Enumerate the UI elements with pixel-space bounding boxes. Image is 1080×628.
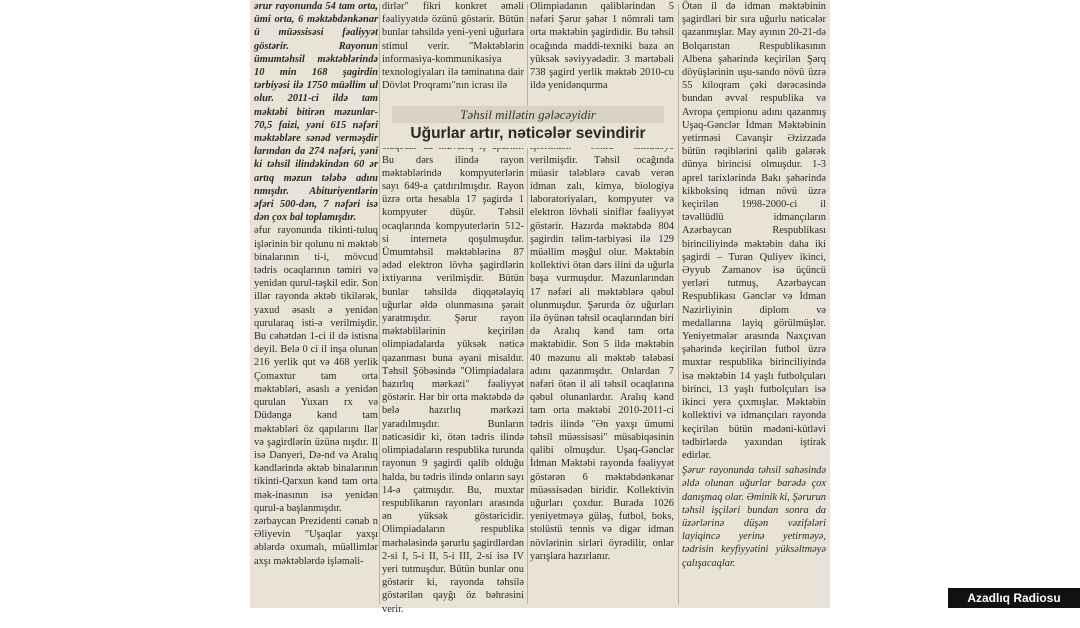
column-4 xyxy=(682,0,826,608)
intro-paragraph: ərur rayonunda 54 tam orta, ümi orta, 6 məktəbdənkənar ü müəssisəsi fəaliyyət göstərir. Rayonun ümumtəhsil məktəblərində 10 min 168 şagirdin tərbiyəsi ilə 1750 müəllim ul olur. 2011-ci ildə tam məktəbi bitirən məzunlar-70,5 faizi, yəni 615 nəfəri məktəbləre sənəd verməşdir larından da 274 nəfəri, yəni ki təhsil ilindəkindən 60 ər artıq məzun tələbə adını nmışdır. Abituriyentlərin əfəri 500-dən, 7 nəfəri isə dən çox bal toplamışdır. xyxy=(254,1,378,224)
column-2-bottom-text: Bu dərs ilində rayon məktəblərində kompyuterlərin sayı 649-a çatdırılmışdır. Rayon üzrə orta hesabla 17 şagirdə 1 kompyuter düşür. Təhsil ocaqlarında kompyuterlərin 512-si internetə qoşulmuşdur. Ümumtəhsil məktəblərinə 87 ədəd elektron lövhə şagirdlərin ixtiyarına verilmişdir. Bütün bunlar təhsildə diqqətəlayiq uğurlar əldə olunmasına şərait yaratmışdır. Şərur rayon məktəblilərinin keçirilən olimpiadalarda yüksək nəticə qazanması buna əyani misaldır. Təhsil Şöbəsində "Olimpiadalara hazırlıq mərkəzi" fəaliyyət göstərir. Hər bir orta məktəbdə də belə hazırlıq mərkəzi yaradılmışdır. Bunların nəticəsidir ki, ötən tədris ilində olimpiadaların respublika turunda rayonun 9 şagirdi qalib olduğu halda, bu tədris ilində onların sayı 14-ə çatmışdır. Bu, muxtar respublikanın rayonları arasında ən yüksək göstəricidir. Olimpiadaların respublika mərhələsində şərurlu şagirdlərdən 2-si I, 5-i II, 5-i III, 2-si isə IV yeri tutmuşdur. Bütün bunlar onu göstərir ki, rayonda təhsilə göstərilən qayğı öz bəhrəsini verir. xyxy=(382,154,524,615)
column-1-paragraph: zərbaycan Prezidenti cənab n Əliyevin "Uşaqlar yaxşı əblərdə oxumalı, müəllimlər axşı məktəblərdə işləməli- xyxy=(254,515,378,567)
column-divider xyxy=(379,4,380,604)
column-2 xyxy=(382,0,524,615)
article-headline-banner xyxy=(382,106,674,148)
newspaper-page xyxy=(250,0,830,615)
column-4-text: Ötən il də idman məktəbinin şagirdləri bir sıra uğurlu nəticələr qazanmışlar. May ayının 20-21-də Bolqarıstan Respublikasının Albena şəhərində keçirilən Şərq döyüşlərinin uşu-sando növü üzrə 55 kiloqram çəki dərəcəsində bundan əvvəl respublika və Avropa çempionu adını qazanmış Uşaq-Gənclər İdman Məktəbinin yetirməsi Cavanşir Əzizzadə bütün rəqiblərini qalib gələrək dünya birincisi olmuşdur. 1-3 aprel tarixlərində Bakı şəhərində kikboksinq idman növü üzrə keçirilən 1998-2000-ci il təvəllüdlü idmançıların Azərbaycan Respublikası birinciliyində məktəbin daha iki şagirdi – Turan Quliyev ikinci, Əyyub Zamanov isə üçüncü yerləri tutmuş, Azərbaycan Respublikası Gənclər və İdman Nazirliyinin diplom və medallarına layiq görülmüşlər. Yeniyetmələr arasında Naxçıvan şəhərində keçirilən futbol üzrə muxtar respublika birinciliyində isə məktəbin 14 yaşlı futbolçuları birinci, 13 yaşlı futbolçuları isə ikinci yerə çıxmışlar. Məktəbin kollektivi və idmançıları rayonda keçirilən bütün mədəni-kütləvi tədbirlərdə yaxından iştirak edirlər. xyxy=(682,1,826,461)
column-3 xyxy=(530,0,674,608)
column-3-bottom-text: verilmişdir. Təhsil ocağında müasir tələblərə cavab verən idman zalı, kimya, biologiya laboratoriyaları, kompyuter və elektron lövhəli siniflər fəaliyyət göstərir. Hazırda məktəbdə 804 şagirdin təlim-tərbiyəsi ilə 129 müəllim məşğul olur. Məktəbin kollektivi ötən dərs ilini də uğurla başa vurmuşdur. Məzunlarından 17 nəfəri ali məktəblərə qəbul olunmuşdur. Şərurda öz uğurları ilə öyünən təhsil ocaqlarından biri də Aralıq kənd tam orta məktəbidir. Son 5 ildə məktəbin 40 məzunu ali məktəb tələbəsi adını qazanmışdır. Onlardan 7 nəfəri ötən il ali təhsil ocaqlarına qəbul olunanlardır. Aralıq kənd tam orta məktəbi 2010-2011-ci tədris ilində "Ən yaxşı ümumi təhsil müəssisəsi" müsabiqəsinin qalibi olmuşdur. Uşaq-Gənclər İdman Məktəbi rayonda fəaliyyət göstərən 6 məktəbdənkənar müəssisədən biridir. Kollektivin uğurları çoxdur. Burada 1026 yeniyetməyə güləş, futbol, boks, stolüstü tennis və digər idman növlərinin sirləri öyrədilir, onlar yarışlara hazırlanır. xyxy=(530,154,674,562)
article-title: Uğurlar artır, nəticələr sevindirir xyxy=(410,125,646,142)
column-2-top-text: dirlər" fikri konkret əməli fəaliyyətdə özünü göstərir. Bütün bunlar təhsildə yeni-yeni uğurlara stimul verir. "Məktəblərin informasiya-kommunikasiya texnologiyaları ilə təminatına dair Dövlət Proqramı"nın icrası ilə xyxy=(382,1,524,92)
column-1-paragraph: əfur rayonunda tikinti-tuluq işlərinin bir qolunu ni məktəb binalarının ti-i, mövcud tədris ocaqlarının təmiri və yenidən qurul-təşkil edir. Son illər rayonda əktəb tikilərək, yaxud əsaslı ə yenidən qurularaq isti-ə verilmişdir. Bu cəhətdən 1-ci il də istisna deyil. Belə 0 ci il inşa olunan 216 yerlik qut və 468 yerlik Çomaxtur tam orta məktəbləri, əsaslı ə yenidən qurulan Yuxarı rx və Düdəngə kənd tam məktəbləri öz qapılarını llər və şagirdlərin üzünə nışdır. Il isə Danyeri, Də-nd və Aralıq kəndlərində əktəb binalarının tikinti-Qarxun kənd tam orta mək-inasının isə yenidən qurul-a başlanmışdır. xyxy=(254,225,378,514)
column-divider xyxy=(527,4,528,604)
column-3-top-text: Olimpiadanın qaliblərindən 5 nəfəri Şərur şəhər 1 nömrəli tam orta məktəbin şagirdidir. Bu təhsil ocağında maddi-texniki baza ən yüksək səviyyədədir. 3 mərtəbəli 738 şagird yerlik məktəb 2010-cu ildə yenidənqurma xyxy=(530,1,674,92)
article-subtitle: Təhsil millətin gələcəyidir xyxy=(392,106,664,123)
column-divider xyxy=(678,4,679,604)
watermark-credit: Azadlıq Radiosu (RFE/RL) xyxy=(948,588,1080,608)
column-1 xyxy=(254,0,378,608)
closing-paragraph: Şərur rayonunda təhsil sahəsində əldə olunan uğurlar barədə çox danışmaq olar. Əminik ki, Şərurun təhsil işçiləri bundan sonra da üzərlərinə düşən vəzifələri layiqincə yerinə yetirməyə, tədrisin keyfiyyətini yüksəltməyə çalışacaqlar. xyxy=(682,465,826,569)
